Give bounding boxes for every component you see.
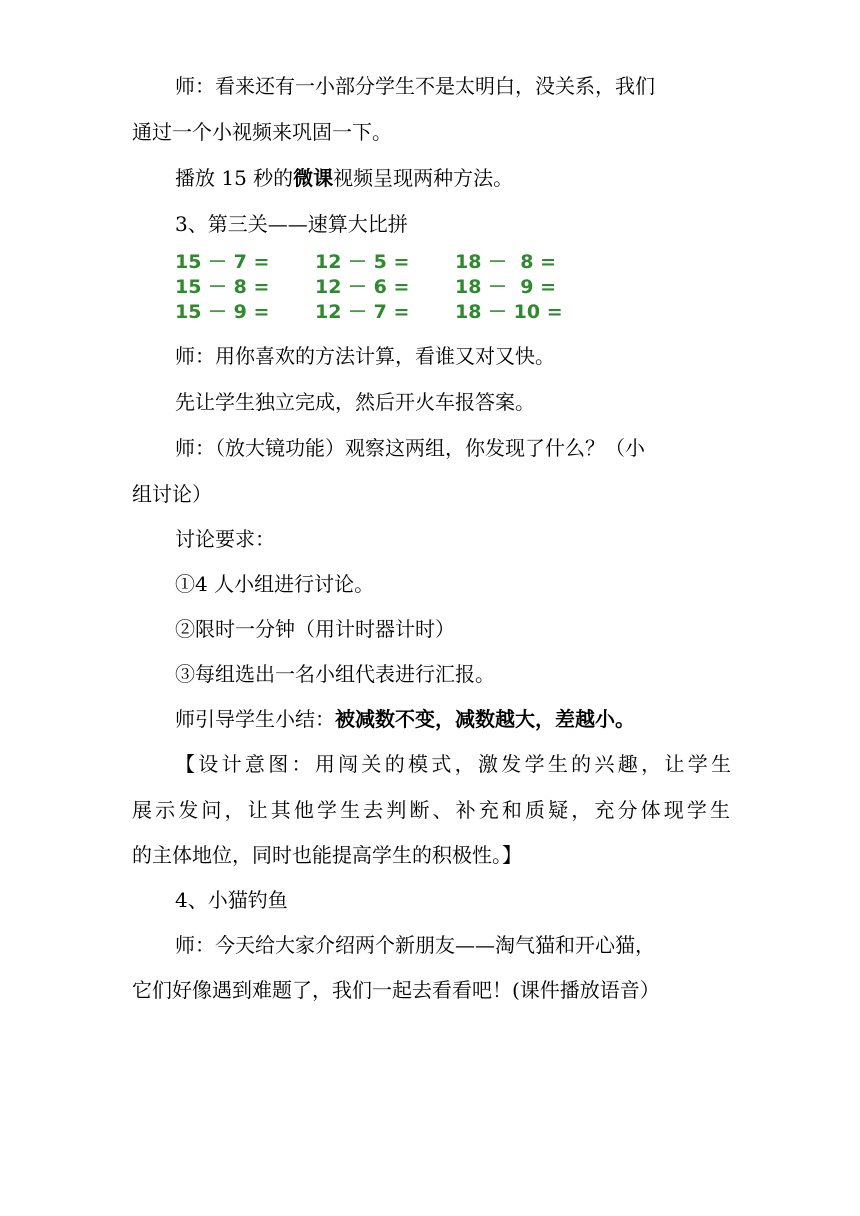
list-item: ②限时一分钟（用计时器计时）	[175, 617, 455, 641]
paragraph-line: 师：（放大镜功能）观察这两组，你发现了什么？（小	[175, 436, 645, 460]
section-heading: 3、第三关——速算大比拼	[175, 212, 408, 236]
math-problem: 12 － 7 =	[315, 301, 410, 323]
text-segment: 视频呈现两种方法。	[333, 166, 514, 190]
math-problem: 18 － 10 =	[455, 301, 563, 323]
math-problem: 15 － 9 =	[175, 301, 270, 323]
list-item: ①4 人小组进行讨论。	[175, 572, 375, 596]
bold-text: 被减数不变，减数越大，差越小。	[335, 707, 635, 731]
paragraph-line: 师：用你喜欢的方法计算，看谁又对又快。	[175, 344, 555, 368]
list-item: ③每组选出一名小组代表进行汇报。	[175, 662, 495, 686]
design-intent-line: 的主体地位，同时也能提高学生的积极性。】	[132, 843, 522, 867]
math-problem: 12 － 5 =	[315, 251, 410, 273]
math-column	[175, 250, 315, 325]
section-heading: 4、小猫钓鱼	[175, 888, 288, 912]
paragraph-line: 师：今天给大家介绍两个新朋友——淘气猫和开心猫，	[175, 933, 655, 957]
math-problem: 18 － 8 =	[455, 251, 557, 273]
paragraph-line: 讨论要求：	[175, 527, 275, 551]
paragraph-line: 组讨论）	[132, 482, 212, 506]
math-exercise-grid	[175, 250, 595, 326]
paragraph-microlesson	[175, 164, 775, 192]
bold-text: 微课	[293, 166, 334, 190]
paragraph-line: 通过一个小视频来巩固一下。	[132, 120, 392, 144]
design-intent-line: 展示发问，让其他学生去判断、补充和质疑，充分体现学生	[132, 798, 730, 822]
math-column	[455, 250, 595, 325]
paragraph-line: 师：看来还有一小部分学生不是太明白，没关系，我们	[175, 74, 655, 98]
paragraph-line: 它们好像遇到难题了，我们一起去看看吧！(课件播放语音）	[132, 978, 660, 1002]
design-intent-line: 【设计意图：用闯关的模式，激发学生的兴趣，让学生	[175, 752, 731, 776]
math-problem: 18 － 9 =	[455, 276, 557, 298]
paragraph-summary	[175, 705, 775, 733]
math-column	[315, 250, 455, 325]
math-problem: 12 － 6 =	[315, 276, 410, 298]
text-segment: 播放 15 秒的	[175, 166, 294, 190]
math-problem: 15 － 7 =	[175, 251, 270, 273]
text-segment: 师引导学生小结：	[175, 707, 335, 731]
paragraph-line: 先让学生独立完成，然后开火车报答案。	[175, 390, 535, 414]
math-problem: 15 － 8 =	[175, 276, 270, 298]
